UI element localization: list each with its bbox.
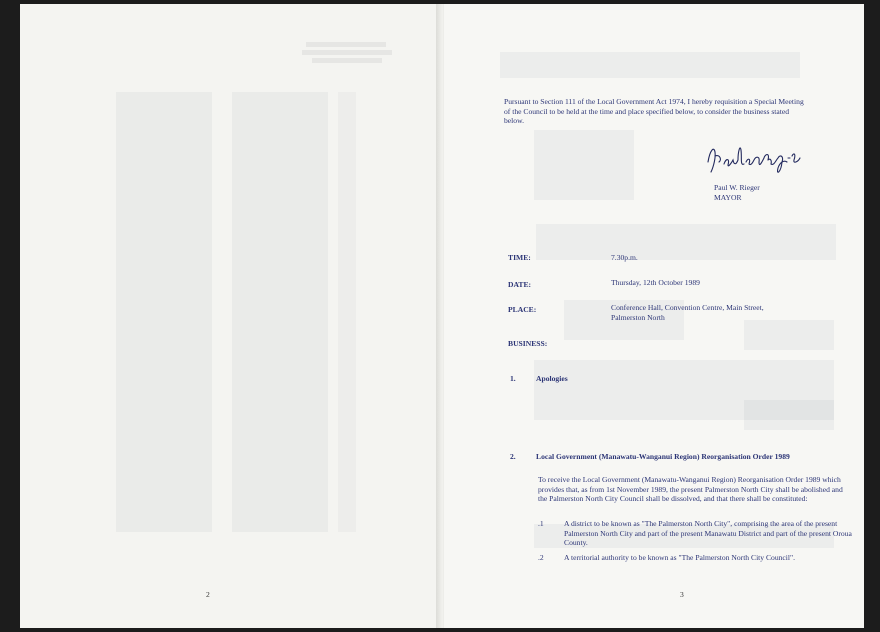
left-page-number: 2 [206,590,210,599]
left-page [20,4,442,628]
item-1-number: 1. [510,374,516,383]
item-1-title: Apologies [536,374,568,383]
item-2-number: 2. [510,452,516,461]
place-line1: Conference Hall, Convention Centre, Main Street, [611,303,764,312]
right-page-number: 3 [680,590,684,599]
item-2-title: Local Government (Manawatu-Wanganui Region) Reorganisation Order 1989 [536,452,790,461]
time-label: TIME: [508,253,531,262]
signatory-title: MAYOR [714,193,742,202]
item-2-body: To receive the Local Government (Manawatu-Wanganui Region) Reorganisation Order 1989 which provides that, as from 1st November 1989, the present Palmerston North City shall be abolished and the Palmerston North City Council shall be dissolved, and that there shall be constituted: [538,475,843,504]
signatory-name: Paul W. Rieger [714,183,760,192]
place-line2: Palmerston North [611,313,665,322]
date-label: DATE: [508,280,532,289]
subitem-1-text: A district to be known as "The Palmerston North City", comprising the area of the present Palmerston North City and part of the present Manawatu District and part of the present Oroua County. [564,519,852,548]
subitem-2-text: A territorial authority to be known as "The Palmerston North City Council". [564,553,796,562]
time-value: 7.30p.m. [611,253,638,262]
subitem-1-number: .1 [538,519,544,528]
place-label: PLACE: [508,305,537,314]
subitem-2-number: .2 [538,553,544,562]
date-value: Thursday, 12th October 1989 [611,278,700,287]
business-label: BUSINESS: [508,339,548,348]
requisition-intro: Pursuant to Section 111 of the Local Government Act 1974, I hereby requisition a Special Meeting of the Council to be held at the time and place specified below, to consider the business stated below. [504,97,804,126]
mayor-signature [704,138,804,180]
